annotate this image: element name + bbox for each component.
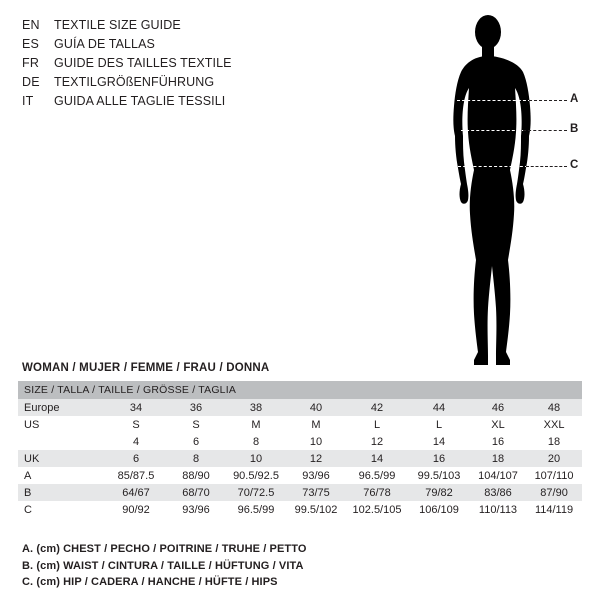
table-row <box>18 484 582 501</box>
table-cell: 79/82 <box>408 484 470 501</box>
table-cell: 14 <box>408 433 470 450</box>
table-cell: 10 <box>226 450 286 467</box>
measure-line-c-body <box>458 166 528 167</box>
table-cell: 110/113 <box>470 501 526 518</box>
table-cell: 106/109 <box>408 501 470 518</box>
language-code: DE <box>22 75 40 89</box>
table-cell: XXL <box>526 416 582 433</box>
measure-line-b-body <box>461 130 525 131</box>
table-cell: M <box>286 416 346 433</box>
table-cell: 93/96 <box>166 501 226 518</box>
table-cell: XL <box>470 416 526 433</box>
table-cell: 14 <box>346 450 408 467</box>
table-header-row <box>18 381 582 399</box>
row-label: C <box>18 501 106 518</box>
silhouette-icon <box>430 8 590 373</box>
table-cell: 44 <box>408 399 470 416</box>
measure-line-c-extend <box>526 166 567 167</box>
measure-line-a-extend <box>529 100 567 101</box>
table-cell: 20 <box>526 450 582 467</box>
row-label: US <box>18 416 106 433</box>
table-cell: L <box>408 416 470 433</box>
female-silhouette-figure <box>430 8 590 373</box>
note-hip: C. (cm) HIP / CADERA / HANCHE / HÜFTE / HIPS <box>22 576 278 588</box>
table-cell: 8 <box>226 433 286 450</box>
language-title: TEXTILGRÖßENFÜHRUNG <box>54 75 215 89</box>
table-cell: 18 <box>526 433 582 450</box>
table-cell: 83/86 <box>470 484 526 501</box>
table-cell: 36 <box>166 399 226 416</box>
table-cell: 12 <box>286 450 346 467</box>
table-row <box>18 416 582 433</box>
measure-label-b: B <box>570 123 579 135</box>
table-cell: 102.5/105 <box>346 501 408 518</box>
table-cell: 6 <box>106 450 166 467</box>
table-cell: 12 <box>346 433 408 450</box>
table-cell: 99.5/102 <box>286 501 346 518</box>
table-cell: 6 <box>166 433 226 450</box>
table-cell: 73/75 <box>286 484 346 501</box>
size-table <box>18 381 582 518</box>
language-code: EN <box>22 18 40 32</box>
table-cell: 90.5/92.5 <box>226 467 286 484</box>
measure-line-a-body <box>457 100 531 101</box>
language-title: TEXTILE SIZE GUIDE <box>54 18 181 32</box>
measure-line-b-extend <box>523 130 567 131</box>
table-cell: 4 <box>106 433 166 450</box>
language-row <box>22 16 352 35</box>
language-row <box>22 92 352 111</box>
table-row <box>18 501 582 518</box>
table-cell: 96.5/99 <box>226 501 286 518</box>
language-row <box>22 54 352 73</box>
table-cell: 85/87.5 <box>106 467 166 484</box>
row-label: B <box>18 484 106 501</box>
table-cell: 38 <box>226 399 286 416</box>
table-cell: 40 <box>286 399 346 416</box>
table-row <box>18 467 582 484</box>
table-cell: 114/119 <box>526 501 582 518</box>
measure-label-a: A <box>570 93 579 105</box>
language-title: GUIDE DES TAILLES TEXTILE <box>54 56 232 70</box>
table-cell: S <box>166 416 226 433</box>
section-heading-woman: WOMAN / MUJER / FEMME / FRAU / DONNA <box>22 362 270 374</box>
table-cell: 48 <box>526 399 582 416</box>
language-code: ES <box>22 37 40 51</box>
table-row <box>18 399 582 416</box>
table-cell: 90/92 <box>106 501 166 518</box>
table-cell: 93/96 <box>286 467 346 484</box>
language-title-list <box>22 16 352 111</box>
size-table-container <box>18 381 582 518</box>
measurement-notes <box>22 541 562 591</box>
table-cell: S <box>106 416 166 433</box>
note-chest: A. (cm) CHEST / PECHO / POITRINE / TRUHE / PETTO <box>22 543 307 555</box>
table-cell: 96.5/99 <box>346 467 408 484</box>
measure-label-c: C <box>570 159 579 171</box>
table-cell: 76/78 <box>346 484 408 501</box>
table-cell: 18 <box>470 450 526 467</box>
table-header-label: SIZE / TALLA / TAILLE / GRÖSSE / TAGLIA <box>18 381 582 399</box>
note-waist: B. (cm) WAIST / CINTURA / TAILLE / HÜFTUNG / VITA <box>22 559 304 572</box>
table-cell: 46 <box>470 399 526 416</box>
table-cell: 87/90 <box>526 484 582 501</box>
row-label: UK <box>18 450 106 467</box>
table-cell: L <box>346 416 408 433</box>
table-cell: 16 <box>470 433 526 450</box>
row-label: A <box>18 467 106 484</box>
table-cell: 104/107 <box>470 467 526 484</box>
table-cell: 64/67 <box>106 484 166 501</box>
language-row <box>22 73 352 92</box>
table-cell: 68/70 <box>166 484 226 501</box>
table-row <box>18 433 582 450</box>
language-code: FR <box>22 56 40 70</box>
language-title: GUÍA DE TALLAS <box>54 37 155 51</box>
table-cell: 10 <box>286 433 346 450</box>
table-cell: 70/72.5 <box>226 484 286 501</box>
table-cell: 16 <box>408 450 470 467</box>
row-label <box>18 433 106 450</box>
row-label: Europe <box>18 399 106 416</box>
table-cell: 88/90 <box>166 467 226 484</box>
language-title: GUIDA ALLE TAGLIE TESSILI <box>54 94 226 108</box>
language-row <box>22 35 352 54</box>
table-cell: 8 <box>166 450 226 467</box>
table-cell: 107/110 <box>526 467 582 484</box>
table-cell: 34 <box>106 399 166 416</box>
table-cell: 99.5/103 <box>408 467 470 484</box>
table-cell: 42 <box>346 399 408 416</box>
table-cell: M <box>226 416 286 433</box>
table-row <box>18 450 582 467</box>
language-code: IT <box>22 94 34 108</box>
